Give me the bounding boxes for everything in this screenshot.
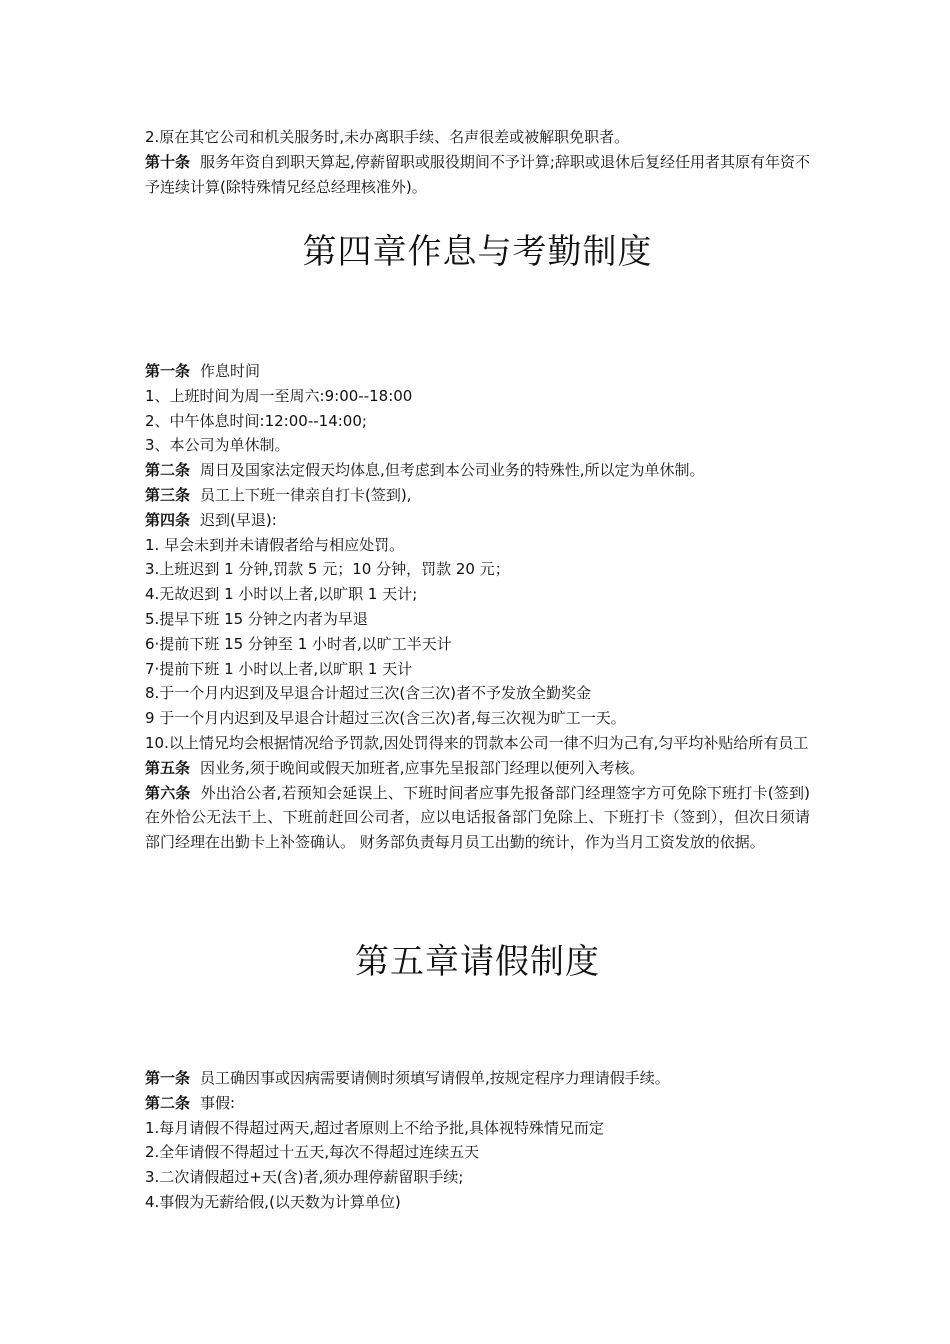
list-item: 2、中午体息时间:12:00--14:00; xyxy=(145,411,367,430)
article-3 xyxy=(145,483,810,508)
list-item: 1. 早会未到并未请假者给与相应处罚。 xyxy=(145,535,405,554)
list-item: 9 于一个月内迟到及早退合计超过三次(含三次)者,每三次视为旷工一天。 xyxy=(145,709,626,728)
chapter-5-title: 第五章请假制度 xyxy=(355,942,600,982)
list-item: 3、本公司为单休制。 xyxy=(145,436,290,455)
article-text: 周日及国家法定假天均体息,但考虑到本公司业务的特殊性,所以定为单休制。 xyxy=(200,461,705,480)
article-text: 因业务,须于晚间或假天加班者,应事先呈报部门经理以便列入考核。 xyxy=(200,758,645,777)
list-item: 4.无故迟到 1 小时以上者,以旷职 1 天计; xyxy=(145,585,418,604)
article-text: 员工上下班一律亲自打卡(签到), xyxy=(200,485,412,504)
article-text: 员工确因事或因病需要请侧时须填写请假单,按规定程序力理请假手续。 xyxy=(200,1069,670,1087)
article-text: 服务年资自到职天算起,停薪留职或服役期间不予计算;辞职或退休后复经任用者其原有年资不予连续计算(除特殊情兄经总经理核准外)。 xyxy=(145,152,810,196)
chapter-4-title: 第四章作息与考勤制度 xyxy=(302,232,653,272)
top-section xyxy=(145,125,810,199)
article-6 xyxy=(145,781,810,855)
article-text: 迟到(早退): xyxy=(200,510,277,529)
article-1 xyxy=(145,359,810,384)
article-label: 第四条 xyxy=(145,510,191,529)
chapter-5-body xyxy=(145,1066,810,1215)
article-label: 第一条 xyxy=(145,362,191,380)
list-item: 4.事假为无薪给假,(以天数为计算单位) xyxy=(145,1192,401,1211)
article-label: 第二条 xyxy=(145,461,191,480)
article-2 xyxy=(145,1091,810,1116)
article-label: 第六条 xyxy=(145,783,191,802)
list-item: 6·提前下班 15 分钟至 1 小时者,以旷工半天计 xyxy=(145,634,452,653)
list-item: 1、上班时间为周一至周六:9:00--18:00 xyxy=(145,386,413,405)
list-item: 10.以上情兄均会根据情况给予罚款,因处罚得来的罚款本公司一律不归为己有,匀平均补贴给所有员工 xyxy=(145,733,809,752)
article-text: 作息时间 xyxy=(200,362,261,380)
article-label: 第一条 xyxy=(145,1069,191,1087)
article-label: 第三条 xyxy=(145,485,191,504)
article-text: 外出洽公者,若预知会延误上、下班时间者应事先报备部门经理签字方可免除下班打卡(签到)在外恰公无法干上、下班前赶回公司者，应以电话报备部门免除上、下班打卡（签到），但次日须请部门经理在出勤卡上补签确认。 财务部负责每月员工出勤的统计，作为当月工资发放的依据。 xyxy=(145,783,810,852)
article-2 xyxy=(145,458,810,483)
list-item: 5.提早下班 15 分钟之内者为早退 xyxy=(145,609,368,628)
article-label: 第十条 xyxy=(145,152,191,171)
article-text: 事假: xyxy=(200,1093,236,1112)
article-label: 第二条 xyxy=(145,1093,191,1112)
list-item: 2.全年请假不得超过十五天,每次不得超过连续五天 xyxy=(145,1143,480,1162)
article-5 xyxy=(145,756,810,781)
list-item: 8.于一个月内迟到及早退合计超过三次(含三次)者不予发放全勤奖金 xyxy=(145,684,592,703)
list-item: 7·提前下班 1 小时以上者,以旷职 1 天计 xyxy=(145,659,413,678)
list-item: 3.上班迟到 1 分钟,罚款 5 元；10 分钟，罚款 20 元； xyxy=(145,560,510,579)
article-4 xyxy=(145,508,810,533)
chapter-4-body xyxy=(145,359,810,855)
article-10 xyxy=(145,150,810,200)
list-item: 3.二次请假超过+天(含)者,须办理停薪留职手续; xyxy=(145,1168,464,1187)
article-1 xyxy=(145,1066,810,1091)
list-item: 1.每月请假不得超过两天,超过者原则上不给予批,具体视特殊情兄而定 xyxy=(145,1118,604,1137)
list-item: 2.原在其它公司和机关服务时,未办离职手续、名声很差或被解职免职者。 xyxy=(145,128,630,146)
article-label: 第五条 xyxy=(145,758,191,777)
